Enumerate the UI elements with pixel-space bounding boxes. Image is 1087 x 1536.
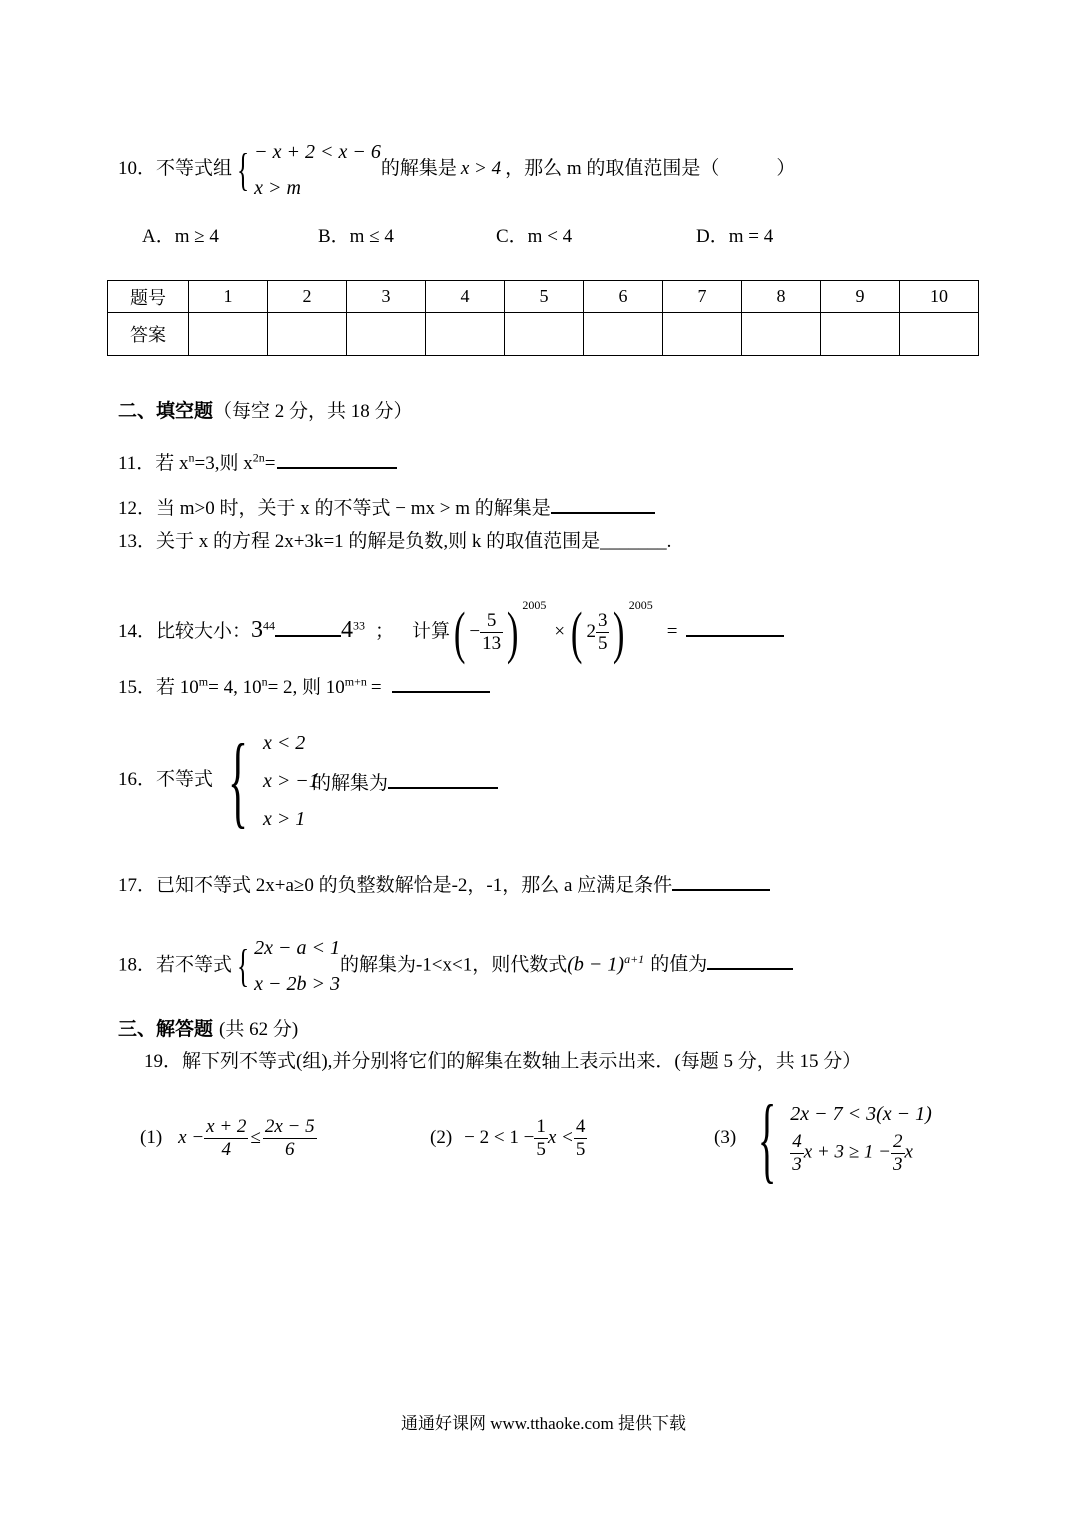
q14-base2: 4 [341, 617, 354, 643]
q19-p2-frac-2 [574, 1116, 588, 1161]
q16-label: 16．不等式 [118, 769, 214, 790]
q19-p3-n1: 4 [792, 1131, 802, 1153]
question-19: 19．解下列不等式(组),并分别将它们的解集在数轴上表示出来．(每题 5 分，共 15 分） [144, 1051, 862, 1072]
table-cell-number: 5 [505, 281, 584, 313]
q12-answer-blank[interactable] [551, 512, 655, 514]
q19-p3-label: (3) [714, 1127, 737, 1148]
q10-option-a: A．m ≥ 4 [142, 226, 219, 247]
question-15 [118, 672, 490, 699]
answer-cell[interactable] [821, 313, 900, 356]
q19-p1-n1: x + 2 [206, 1116, 247, 1138]
q10-brace: { [236, 143, 250, 195]
q19-part-2 [430, 1106, 587, 1170]
q15-text-b: = 4, 10 [208, 677, 262, 698]
q10-mid: 的解集是 [380, 158, 457, 179]
answer-cell[interactable] [268, 313, 347, 356]
q16-line1: x < 2 [262, 731, 306, 754]
q18-system [254, 930, 340, 1002]
section-2-note: （每空 2 分，共 18 分） [213, 401, 413, 422]
q15-text-c: = 2, 则 10 [267, 677, 345, 698]
answer-cell[interactable] [505, 313, 584, 356]
q18-brace: { [236, 939, 250, 991]
q18-mid: 的解集为-1<x<1，则代数式 [339, 954, 568, 976]
q19-p1-frac-2 [263, 1116, 317, 1161]
q11-text-c: = [264, 453, 276, 474]
q14-fraction-1 [480, 610, 503, 655]
q17-text: 17．已知不等式 2x+a≥0 的负整数解恰是-2，-1，那么 a 应满足条件 [118, 875, 673, 896]
q11-text-b: =3,则 x [194, 453, 253, 474]
q19-part-3 [714, 1086, 932, 1190]
q15-sup-n: n [261, 674, 268, 689]
q10-label: 10．不等式组 [118, 158, 233, 179]
q10-line1: − x + 2 < x − 6 [254, 140, 381, 163]
q11-sup-n: n [188, 450, 195, 465]
q10-system [254, 134, 381, 206]
q19-p3-line2 [790, 1131, 932, 1176]
q11-answer-blank[interactable] [277, 467, 397, 469]
q14-eq: = [666, 621, 678, 642]
question-16 [118, 722, 319, 838]
q19-p3-frac-2 [891, 1131, 905, 1176]
question-18 [118, 922, 793, 996]
q18-expr: (b − 1) [567, 953, 625, 976]
q19-p2-mid: x < [547, 1127, 574, 1148]
q14-f1-num: 5 [480, 610, 503, 633]
table-cell-number: 3 [347, 281, 426, 313]
section-3-note: (共 62 分) [219, 1019, 299, 1040]
q14-base1: 3 [251, 617, 264, 643]
q19-p2-pre: − 2 < 1 − [464, 1127, 535, 1148]
q14-label: 14．比较大小： [118, 621, 252, 642]
q14-minus: − [469, 621, 481, 642]
q14-exp1: 44 [263, 618, 276, 633]
table-head-number: 题号 [108, 281, 189, 313]
q16-tail-text: 的解集为 [312, 773, 389, 794]
q14-semi: ； [375, 621, 395, 642]
q16-line3: x > 1 [262, 807, 306, 830]
q14-fraction-2 [596, 610, 610, 655]
q15-text-d: = [370, 677, 382, 698]
section-3-title: 三、解答题 [118, 1019, 214, 1040]
q14-paren-open-1: ( [453, 599, 466, 665]
footer: 通通好课网 www.tthaoke.com 提供下载 [400, 1414, 687, 1433]
q10-option-d: D．m = 4 [696, 226, 774, 247]
q18-label: 18．若不等式 [118, 954, 233, 976]
question-14 [118, 565, 784, 665]
q19-p3-d1: 3 [792, 1154, 802, 1176]
q10-tail: ，那么 m 的取值范围是（ ） [505, 158, 796, 179]
q14-times: × [554, 621, 566, 642]
table-cell-number: 1 [189, 281, 268, 313]
q15-sup-mn: m+n [344, 674, 367, 689]
q19-p3-d2: 3 [893, 1154, 903, 1176]
q19-p3-n2: 2 [893, 1131, 903, 1153]
q16-line2-text: x > −1 [262, 769, 319, 792]
q16-answer-blank[interactable] [388, 787, 498, 789]
q14-f1-den: 13 [482, 633, 502, 655]
table-cell-number: 4 [426, 281, 505, 313]
q14-calc: 计算 [412, 621, 451, 642]
q19-part-1 [140, 1106, 317, 1170]
q18-exp: a+1 [624, 952, 645, 966]
q14-compare-blank[interactable] [275, 635, 341, 637]
q15-answer-blank[interactable] [392, 691, 490, 693]
question-10 [118, 133, 795, 205]
q15-text-a: 15．若 10 [118, 677, 199, 698]
table-cell-number: 7 [663, 281, 742, 313]
q14-paren-close-1: ) [506, 599, 519, 665]
q10-option-c: C．m < 4 [496, 226, 573, 247]
answer-cell[interactable] [584, 313, 663, 356]
q14-paren-open-2: ( [571, 599, 583, 665]
q14-f2-den: 5 [597, 633, 608, 655]
table-cell-number: 2 [268, 281, 347, 313]
question-11 [118, 448, 397, 475]
q19-p1-label: (1) [140, 1127, 163, 1148]
q14-exp-b: 2005 [628, 598, 653, 612]
q14-whole: 2 [586, 621, 596, 642]
q14-answer-blank[interactable] [686, 635, 784, 637]
q14-f2-num: 3 [597, 610, 608, 632]
table-row-numbers [108, 281, 979, 313]
q18-tail: 的值为 [650, 954, 708, 976]
question-17 [118, 870, 770, 897]
q14-exp2: 33 [353, 618, 366, 633]
q19-p2-d: 5 [536, 1139, 546, 1161]
q12-text: 12．当 m>0 时，关于 x 的不等式 − mx > m 的解集是 [118, 498, 551, 519]
q19-p1-le: ≤ [250, 1127, 261, 1148]
q19-p3-l2mid: x + 3 ≥ 1 − [803, 1142, 891, 1163]
question-13: 13．关于 x 的方程 2x+3k=1 的解是负数,则 k 的取值范围是_______. [118, 531, 672, 552]
answer-cell[interactable] [347, 313, 426, 356]
answer-cell[interactable] [189, 313, 268, 356]
q19-p1-n2: 2x − 5 [264, 1116, 315, 1138]
q19-p3-system [790, 1101, 932, 1176]
q14-paren-close-2: ) [613, 599, 625, 665]
table-cell-number: 9 [821, 281, 900, 313]
q17-answer-blank[interactable] [672, 889, 770, 891]
q11-sup-2n: 2n [252, 450, 265, 465]
q16-brace: { [227, 722, 248, 838]
table-cell-number: 10 [900, 281, 979, 313]
q11-text-a: 11．若 x [118, 453, 189, 474]
table-row-answers [108, 313, 979, 356]
q19-p2-frac-1 [534, 1116, 548, 1161]
q15-sup-m: m [198, 674, 209, 689]
q19-p2-d2: 5 [575, 1139, 586, 1161]
section-2-title: 二、填空题 [118, 401, 214, 422]
q19-p1-frac-1 [204, 1116, 248, 1161]
section-2-heading [118, 396, 413, 423]
q19-p2-n2: 4 [575, 1116, 586, 1138]
q18-line1: 2x − a < 1 [254, 936, 340, 959]
q16-tail [312, 768, 498, 795]
q10-line2: x > m [254, 176, 301, 199]
q10-option-b: B．m ≤ 4 [318, 226, 394, 247]
table-cell-number: 6 [584, 281, 663, 313]
q14-exp-a: 2005 [522, 598, 547, 612]
q19-p3-line1: 2x − 7 < 3(x − 1) [790, 1103, 932, 1126]
answer-cell[interactable] [426, 313, 505, 356]
answer-cell[interactable] [742, 313, 821, 356]
answer-table [107, 280, 979, 356]
table-cell-number: 8 [742, 281, 821, 313]
q19-p1-d2: 6 [285, 1139, 295, 1161]
answer-cell[interactable] [900, 313, 979, 356]
q19-p3-l2end: x [904, 1142, 913, 1163]
question-12 [118, 493, 655, 520]
q19-p2-label: (2) [430, 1127, 453, 1148]
q16-system [263, 724, 319, 838]
q19-p2-n: 1 [536, 1116, 546, 1138]
section-3-heading [118, 1014, 298, 1041]
q16-line2 [263, 762, 319, 800]
answer-cell[interactable] [663, 313, 742, 356]
q18-line2: x − 2b > 3 [254, 972, 340, 995]
q18-answer-blank[interactable] [707, 968, 793, 970]
q10-cond: x > 4 [460, 158, 502, 179]
q19-p1-d1: 4 [221, 1139, 232, 1161]
q19-p3-frac-1 [790, 1131, 804, 1176]
q19-p1-x: x − [178, 1127, 205, 1148]
q19-p3-brace: { [757, 1084, 777, 1192]
table-head-answer: 答案 [108, 313, 189, 356]
